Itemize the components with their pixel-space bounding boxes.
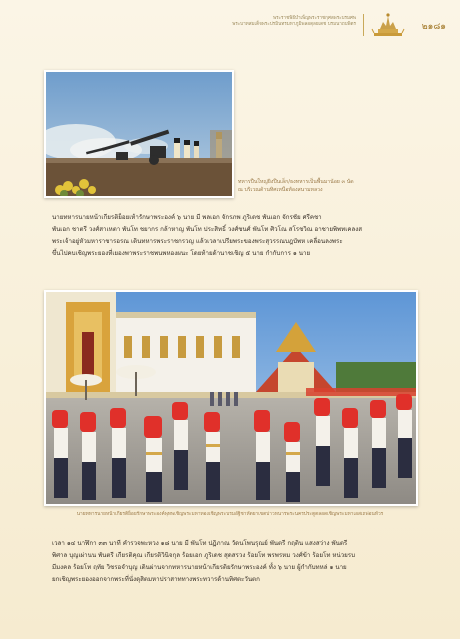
cannon-salute-illustration — [46, 72, 232, 196]
paragraph-2-line-1: เวลา ๑๔ นาฬิกา ๓๓ นาที คำรวจพะหวง ๑๘ นาย มี พันโท ปฏิภาณ วัดนโพนรุณย์ พันตรี กฤติน แสงสว่าง พันตรี — [52, 540, 348, 547]
paragraph-2 — [52, 538, 412, 586]
page-number: ๒๑๘๑ — [421, 22, 446, 32]
photo2-caption: นายทหารนายหน้าเกียรติย็อยรักษาพระองค์พุทพเชิญพระมหาทองเชิญพระบรมอัฐิชาหัตยาเขตบ่าวหนารพระนครประตูตลอดเชิญพระมหาเอสเถพ่อนหัวร — [76, 512, 384, 517]
cannon-salute-photo — [44, 70, 234, 198]
running-header — [146, 12, 446, 38]
photo1-caption-line-2: ณ บริเวณด้านทิศเหนือท้องสนามหลวง — [238, 187, 323, 193]
photo1-caption — [238, 178, 378, 194]
header-line-1: พระราชพิธีบำเพ็ญพระราชกุศลพระบรมศพ — [273, 16, 356, 21]
header-divider — [363, 14, 364, 36]
paragraph-2-line-3: มีมงคล ร้อยโท ฤทัย วิชรอจำบุญ เดินผ่านจากทหารนายหน้าเกียรติยรักษาพระองค์ ทั้ง ๖ นาย ผู้กำกับทหล่ ๑ นาย — [52, 564, 347, 571]
paragraph-1-line-2: พันเอก ชาตรี วงศ์สาเหตา พันโท ชยากร กล้าหาญ พันโท ประสิทธิ์ วงศ์ชนศ์ พันโท ศิวโณ สโรชวิณ อาชายพิพทเคลงส — [52, 226, 363, 233]
header-line-2: พระบาทสมเด็จพระปรมินทรมหาภูมิพลอดุลยเดช บรมนาถบพิตร — [232, 22, 356, 27]
ceremony-procession-illustration — [46, 292, 416, 504]
paragraph-1-line-3: พระเจ้าอยู่หัวมหาราชารอรณ เดินทหารพระราชกรวญ แล้วเวลาเปรียพระของพระสุวรรณบฎบัพห เคลื่อนลงพระ — [52, 238, 343, 245]
photo1-caption-line-1: ทหารปืนใหญ่ยิงปืนเล็ก/ธงทหารเป็นพื้นมาน้อย ๓ นัด — [238, 179, 354, 185]
header-text — [232, 16, 356, 28]
royal-crown-emblem-icon — [370, 12, 406, 38]
paragraph-1 — [52, 212, 412, 260]
paragraph-1-line-4: ขึ้นไปคบเชิญพระยองที่เยองพาพระราชพนพหองผนะ โดยท้ายด้านาชเชิญ ๕ นาย กำกับการ ๑ นาย — [52, 250, 311, 257]
paragraph-2-line-4: ยกเชิญพระยองออกจากพระที่นั่งดุสิตมหาปราสาททางพระทวารด้านทิศตะวันตก — [52, 576, 260, 583]
paragraph-2-line-2: พิศาล บุญเผ่านน พันตรี เกียรติคุณ เกียรติวินิจกุล ร้อยเอก ภูริเดช สุดสรวง ร้อยโท พรพรหม วงศ์ข้า ร้อยโท หน่วยรบ — [52, 552, 356, 559]
ceremony-procession-photo — [44, 290, 418, 506]
paragraph-1-line-1: นายทหารนายหน้าเกียรติย็อยเท้ารักษาพระองค์ ๖ นาย มี พลเอก จักรภพ ภูริเดช พันเอก จักรชัย ศรีคชา — [52, 214, 322, 221]
